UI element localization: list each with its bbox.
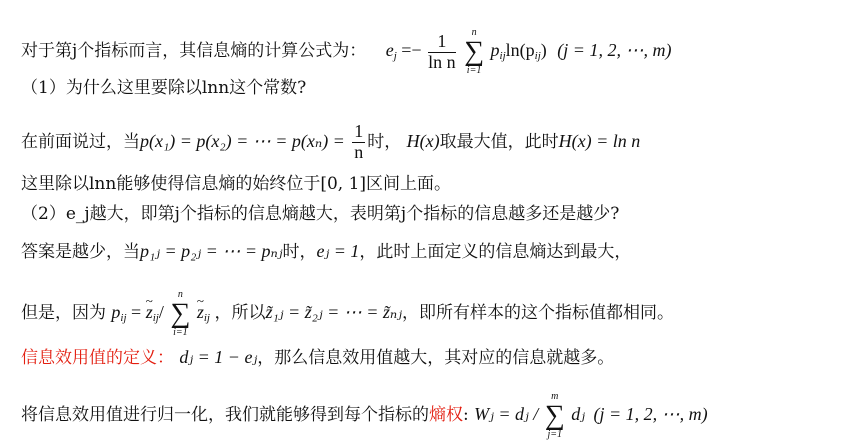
line-8: 信息效用值的定义： dⱼ = 1 − eⱼ，那么信息效用值越大，其对应的信息就越多。	[21, 347, 615, 368]
line-1	[21, 28, 671, 76]
weight-formula: Wⱼ = dⱼ / m ∑ j=1 dⱼ (j = 1, 2, ⋯, m)	[474, 391, 708, 440]
summation-symbol: m ∑ j=1	[544, 391, 565, 440]
fraction-1-over-n: $\frac{1}{n}$	[354, 121, 364, 162]
line-6: 答案是越少，当p₁ⱼ = p₂ⱼ = ⋯ = pₙⱼ时，eⱼ = 1，此时上面定义的信息熵达到最大，	[21, 241, 632, 262]
definition-heading: 信息效用值的定义	[21, 348, 157, 368]
line-4: 这里除以lnn能够使得信息熵的始终位于[0, 1]区间上面。	[21, 174, 452, 194]
fraction-1-over-ln-n: $\frac{1}{\text{ln n}}$	[428, 30, 456, 72]
line-7: 但是，因为 $p_{ij}$ = ~ $z_{ij}/$ n ∑ i=1 ~ $z_{ij}$ ，所以z̃₁ⱼ = z̃₂ⱼ = ⋯ = z̃ₙⱼ，即所有样本的这个指标值都相同。	[21, 290, 674, 338]
entropy-formula: $e_j$ =− $\frac{1}{\text{ln n}}$ n ∑ i=1 $p_{ij}\ln(p_{ij}) (j = 1$, 2, ⋯, m)	[385, 27, 672, 76]
question-1: （1）为什么这里要除以lnn这个常数?	[21, 78, 307, 98]
line-1-text: 对于第j个指标而言，其信息熵的计算公式为：	[21, 41, 367, 62]
line-3: 在前面说过，当p(x₁) = p(x₂) = ⋯ = p(xₙ) = $\frac{1}{n}$ 时， H(x)取最大值，此时H(x) = ln n	[21, 121, 641, 162]
line-2	[21, 80, 306, 97]
normalization-formula: $p_{ij}$ = ~ $z_{ij}/$ n ∑ i=1 ~ $z_{ij}$	[111, 302, 214, 322]
question-2: （2）e_j越大，即第j个指标的信息熵越大，表明第j个指标的信息越多还是越少?	[21, 204, 620, 224]
summation-symbol: n ∑ i=1	[170, 289, 191, 338]
summation-symbol: n ∑ i=1	[464, 27, 485, 76]
line-9: 将信息效用值进行归一化，我们就能够得到每个指标的熵权: Wⱼ = dⱼ / m ∑ j=1 dⱼ (j = 1, 2, ⋯, m)	[21, 391, 708, 440]
line-5	[21, 206, 619, 223]
entropy-weight-keyword: 熵权	[429, 405, 463, 426]
